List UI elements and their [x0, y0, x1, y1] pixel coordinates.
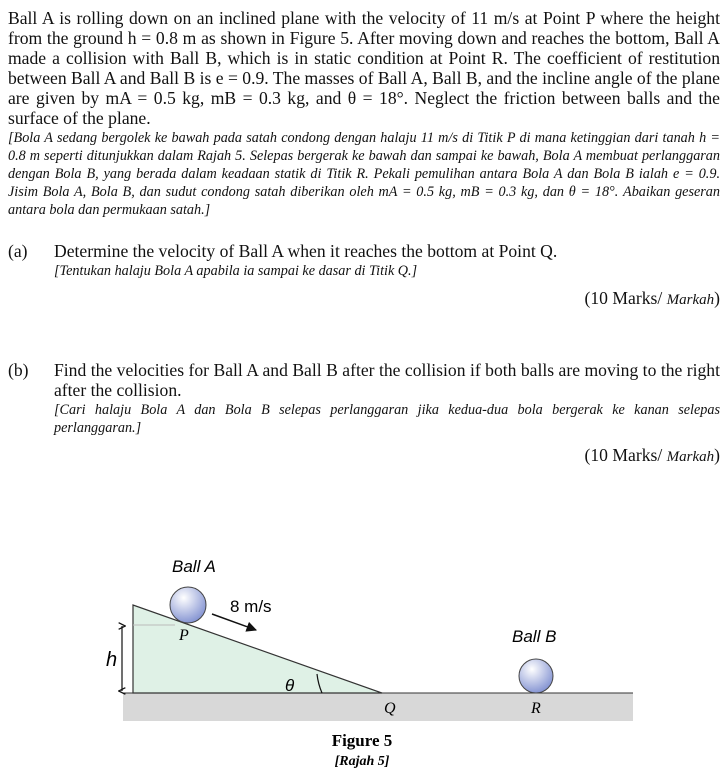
- ball-b-label: Ball B: [512, 627, 557, 646]
- intro-english: Ball A is rolling down on an inclined plane with the velocity of 11 m/s at Point P where the height from the ground h = 0.8 m as shown in Figure 5. After moving down and reaches the bottom, Ball A made a collision with Ball B, which is in static condition at Point R. The coefficient of restitution between Ball A and Ball B is e = 0.9. The masses of Ball A, Ball B, and the incline angle of the plane are given by mA = 0.5 kg, mB = 0.3 kg, and θ = 18°. Neglect the friction between balls and the surface of the plane.: [8, 8, 720, 128]
- question-b-malay: [Cari halaju Bola A dan Bola B selepas perlanggaran jika kedua-dua bola bergerak ke kanan selepas perlanggaran.]: [54, 402, 720, 436]
- height-label: h: [106, 649, 118, 671]
- question-b-marks: (10 Marks/ Markah): [584, 445, 720, 465]
- ball-a: [170, 587, 206, 623]
- question-b-english: Find the velocities for Ball A and Ball B after the collision if both balls are moving to the right after the collision.: [54, 360, 720, 400]
- question-a-english: Determine the velocity of Ball A when it reaches the bottom at Point Q.: [54, 241, 558, 261]
- figure-caption-malay: [Rajah 5]: [334, 754, 390, 769]
- angle-label: θ: [285, 676, 295, 695]
- velocity-arrow: [212, 614, 256, 630]
- point-q-label: Q: [384, 700, 396, 717]
- question-a-malay: [Tentukan halaju Bola A apabila ia sampai ke dasar di Titik Q.]: [54, 263, 418, 279]
- point-p-label: P: [179, 627, 189, 644]
- inclined-plane: [133, 605, 382, 693]
- figure-caption: Figure 5: [331, 731, 393, 750]
- ball-b: [519, 659, 553, 693]
- velocity-label: 8 m/s: [230, 597, 272, 616]
- question-a-number: (a): [8, 241, 28, 261]
- point-r-label: R: [531, 700, 541, 717]
- ground: [123, 693, 633, 721]
- ball-a-label: Ball A: [172, 557, 216, 576]
- question-b-number: (b): [8, 360, 29, 380]
- question-a-marks: (10 Marks/ Markah): [584, 288, 720, 308]
- intro-malay: [Bola A sedang bergolek ke bawah pada satah condong dengan halaju 11 m/s di Titik P di mana ketinggian dari tanah h = 0.8 m seperti ditunjukkan dalam Rajah 5. Selepas bergerak ke bawah dan sampai ke bawah, Bola A membuat perlanggaran dengan Bola B, yang berada dalam keadaan statik di Titik R. Pekali pemulihan antara Bola A dan Bola B ialah e = 0.9. Jisim Bola A, Bola B, dan sudut condong satah diberikan oleh mA = 0.5 kg, mB = 0.3 kg, dan θ = 18°. Abaikan geseran antara bola dan permukaan satah.]: [8, 130, 720, 218]
